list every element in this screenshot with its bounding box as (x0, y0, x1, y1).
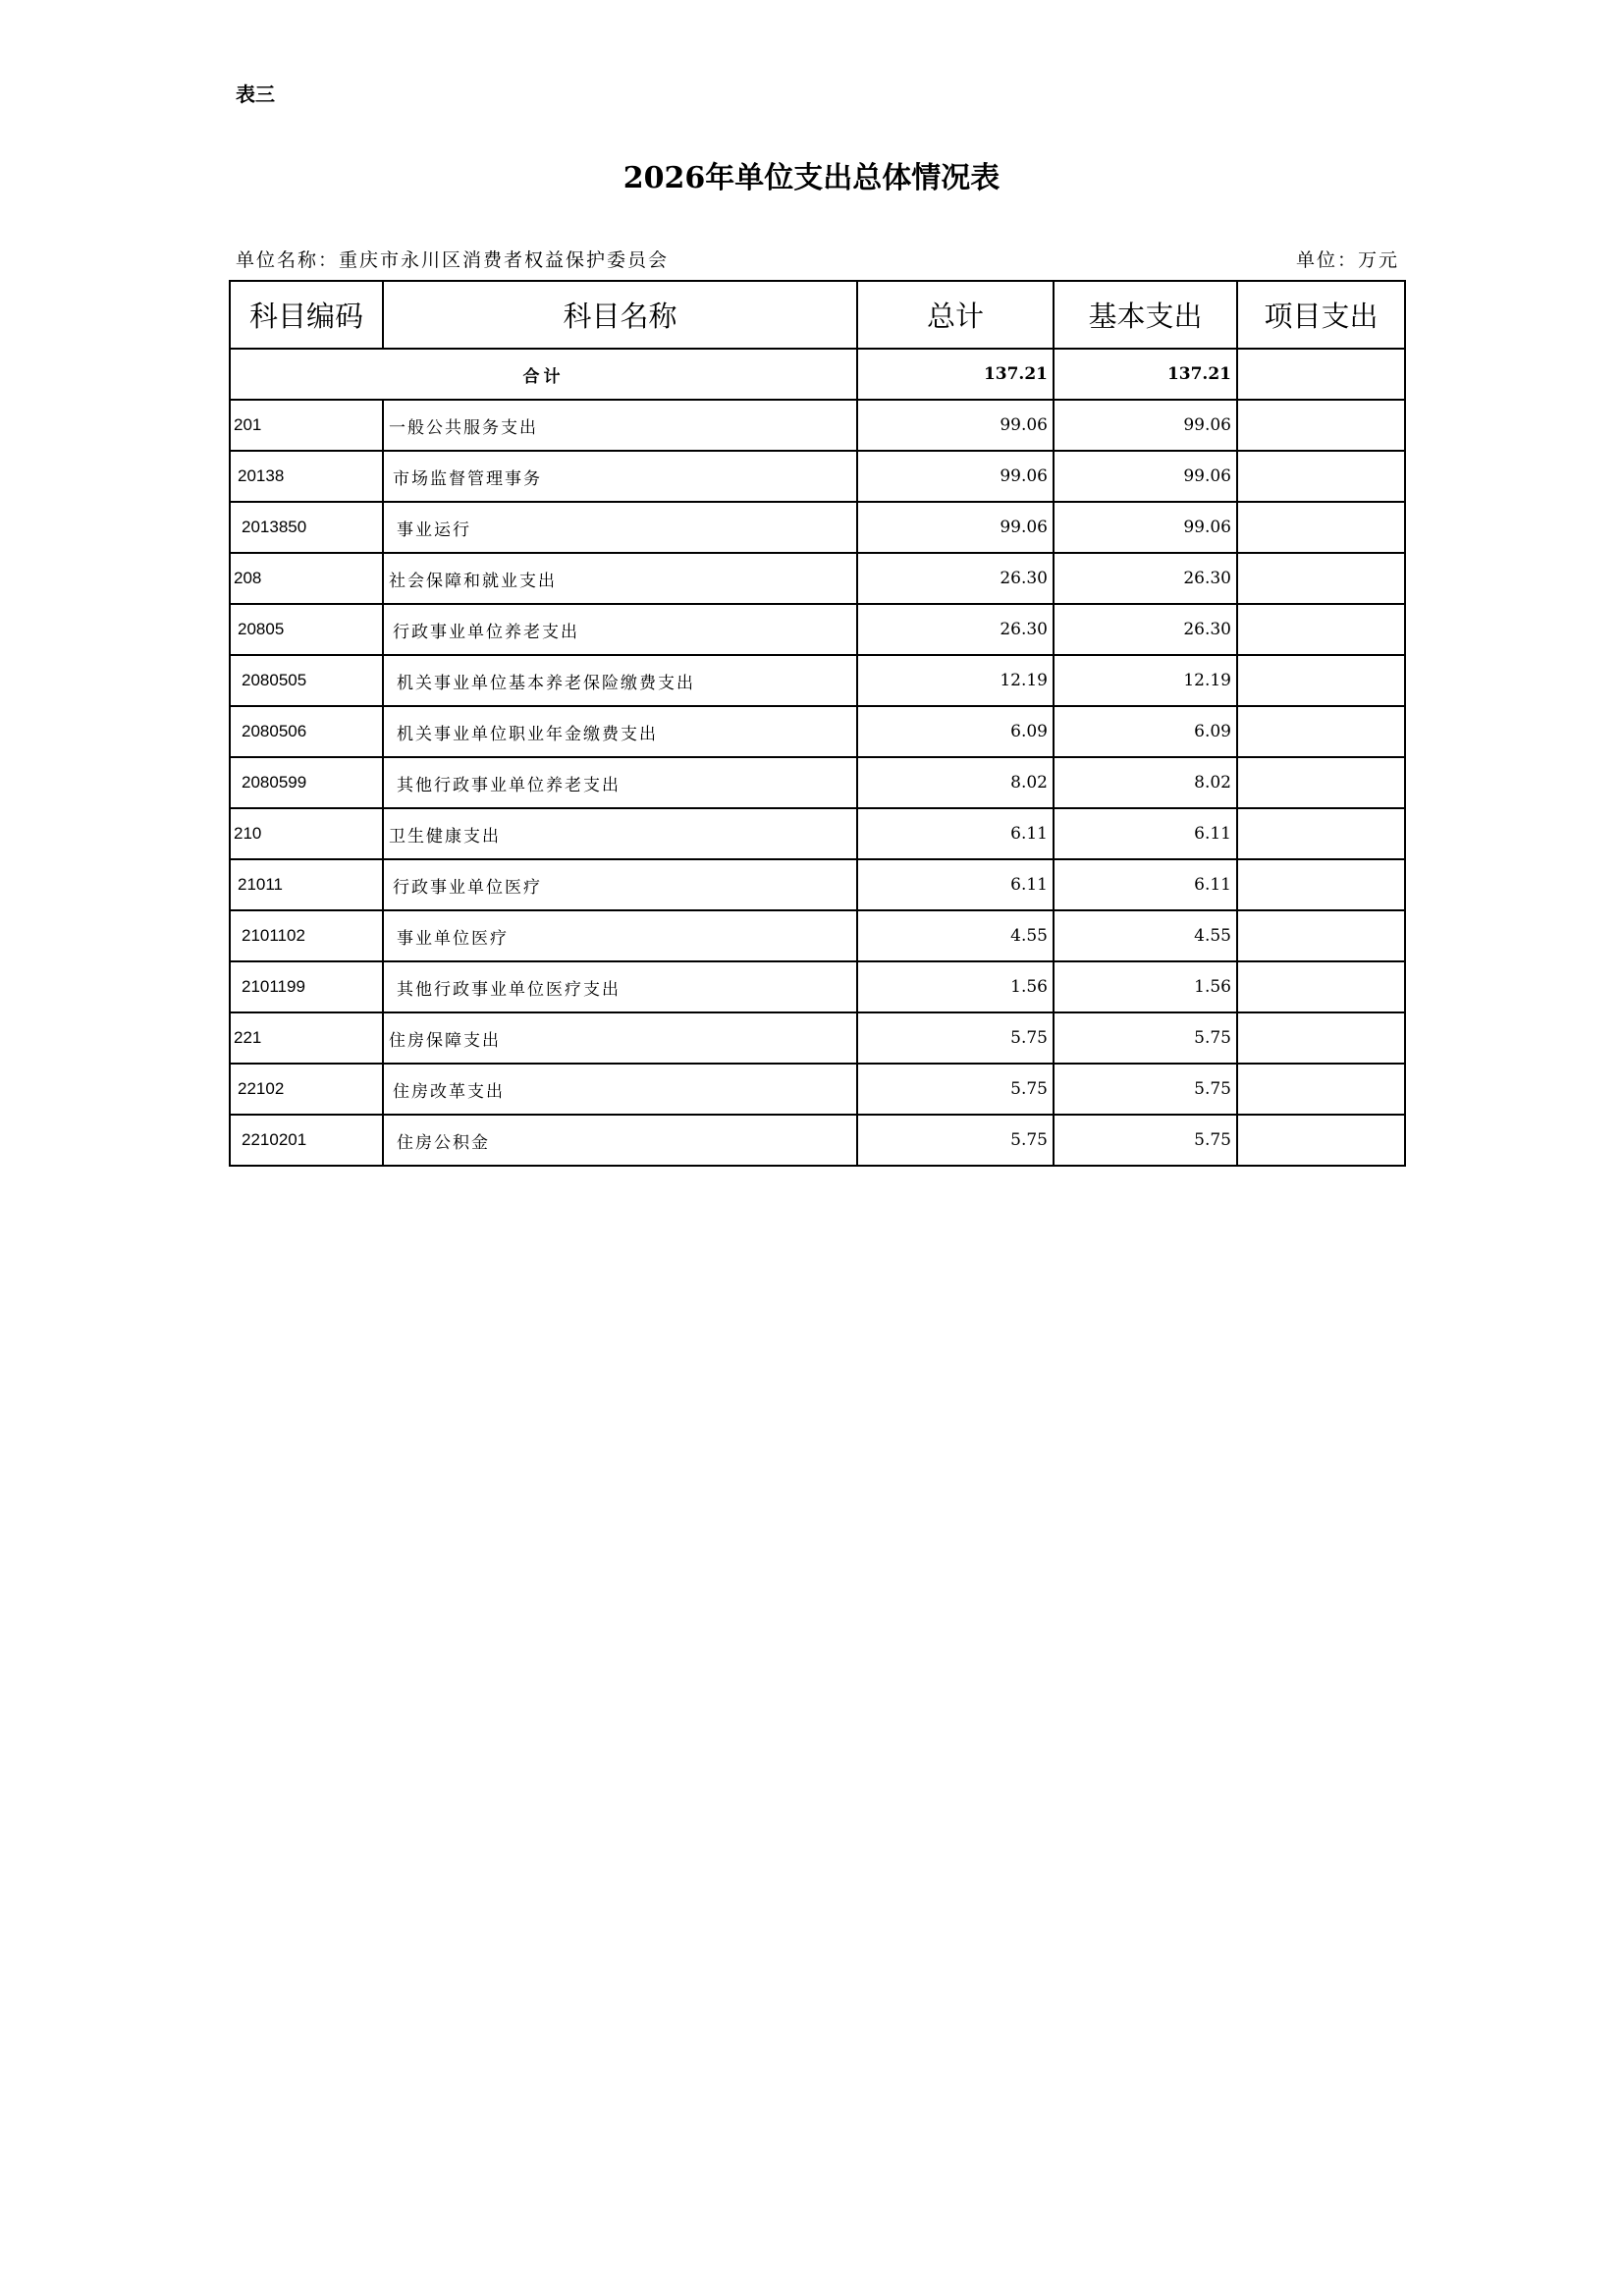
table-tag: 表三 (236, 82, 275, 106)
row-name: 住房改革支出 (383, 1064, 857, 1115)
row-basic: 1.56 (1054, 961, 1237, 1012)
row-project (1237, 1012, 1405, 1064)
row-project (1237, 961, 1405, 1012)
row-total: 5.75 (857, 1115, 1054, 1166)
header-name: 科目名称 (383, 281, 857, 349)
row-name: 事业单位医疗 (383, 910, 857, 961)
row-project (1237, 553, 1405, 604)
row-total: 26.30 (857, 553, 1054, 604)
unit-name-label: 单位名称：重庆市永川区消费者权益保护委员会 (236, 249, 670, 271)
row-name: 机关事业单位基本养老保险缴费支出 (383, 655, 857, 706)
row-basic: 12.19 (1054, 655, 1237, 706)
row-project (1237, 706, 1405, 757)
row-code: 2080506 (230, 706, 383, 757)
currency-unit-label: 单位：万元 (1295, 249, 1399, 271)
header-basic: 基本支出 (1054, 281, 1237, 349)
row-total: 99.06 (857, 400, 1054, 451)
summary-row (230, 349, 1405, 400)
document-title: 2026年单位支出总体情况表 (622, 161, 1001, 195)
table-row (230, 1012, 1405, 1064)
header-total: 总计 (857, 281, 1054, 349)
table-row (230, 553, 1405, 604)
row-project (1237, 451, 1405, 502)
table-row (230, 400, 1405, 451)
row-name: 卫生健康支出 (383, 808, 857, 859)
row-name: 事业运行 (383, 502, 857, 553)
row-code: 21011 (230, 859, 383, 910)
row-name: 一般公共服务支出 (383, 400, 857, 451)
row-total: 99.06 (857, 502, 1054, 553)
row-total: 4.55 (857, 910, 1054, 961)
row-code: 2013850 (230, 502, 383, 553)
table-row (230, 808, 1405, 859)
row-basic: 5.75 (1054, 1012, 1237, 1064)
row-project (1237, 655, 1405, 706)
table-row (230, 757, 1405, 808)
row-total: 99.06 (857, 451, 1054, 502)
row-project (1237, 808, 1405, 859)
table-row (230, 1115, 1405, 1166)
table-row (230, 502, 1405, 553)
table-row (230, 910, 1405, 961)
table-row (230, 604, 1405, 655)
row-name: 社会保障和就业支出 (383, 553, 857, 604)
row-project (1237, 502, 1405, 553)
row-name: 其他行政事业单位养老支出 (383, 757, 857, 808)
row-total: 12.19 (857, 655, 1054, 706)
table-row (230, 451, 1405, 502)
row-code: 20138 (230, 451, 383, 502)
row-basic: 99.06 (1054, 451, 1237, 502)
row-total: 6.11 (857, 808, 1054, 859)
row-project (1237, 859, 1405, 910)
row-name: 住房保障支出 (383, 1012, 857, 1064)
row-basic: 99.06 (1054, 400, 1237, 451)
row-name: 住房公积金 (383, 1115, 857, 1166)
row-code: 201 (230, 400, 383, 451)
row-basic: 5.75 (1054, 1064, 1237, 1115)
row-project (1237, 1064, 1405, 1115)
table-row (230, 859, 1405, 910)
table-row (230, 706, 1405, 757)
summary-basic: 137.21 (1054, 349, 1237, 400)
row-name: 市场监督管理事务 (383, 451, 857, 502)
table-row (230, 961, 1405, 1012)
row-basic: 6.09 (1054, 706, 1237, 757)
row-code: 221 (230, 1012, 383, 1064)
table-row (230, 655, 1405, 706)
row-basic: 26.30 (1054, 604, 1237, 655)
row-total: 1.56 (857, 961, 1054, 1012)
row-basic: 6.11 (1054, 808, 1237, 859)
row-basic: 26.30 (1054, 553, 1237, 604)
row-name: 行政事业单位养老支出 (383, 604, 857, 655)
row-code: 2080505 (230, 655, 383, 706)
row-total: 6.11 (857, 859, 1054, 910)
row-project (1237, 604, 1405, 655)
row-code: 2101199 (230, 961, 383, 1012)
row-name: 其他行政事业单位医疗支出 (383, 961, 857, 1012)
row-code: 22102 (230, 1064, 383, 1115)
row-project (1237, 400, 1405, 451)
header-code: 科目编码 (230, 281, 383, 349)
header-row (230, 281, 1405, 349)
row-total: 8.02 (857, 757, 1054, 808)
row-basic: 99.06 (1054, 502, 1237, 553)
row-basic: 8.02 (1054, 757, 1237, 808)
row-code: 2210201 (230, 1115, 383, 1166)
row-name: 行政事业单位医疗 (383, 859, 857, 910)
row-total: 5.75 (857, 1012, 1054, 1064)
row-basic: 5.75 (1054, 1115, 1237, 1166)
summary-project (1237, 349, 1405, 400)
expenditure-table (229, 280, 1406, 1167)
row-total: 26.30 (857, 604, 1054, 655)
row-total: 5.75 (857, 1064, 1054, 1115)
meta-row (236, 246, 1399, 275)
row-basic: 6.11 (1054, 859, 1237, 910)
row-name: 机关事业单位职业年金缴费支出 (383, 706, 857, 757)
summary-label: 合计 (230, 349, 857, 400)
row-code: 20805 (230, 604, 383, 655)
row-code: 208 (230, 553, 383, 604)
summary-total: 137.21 (857, 349, 1054, 400)
row-total: 6.09 (857, 706, 1054, 757)
row-code: 2101102 (230, 910, 383, 961)
row-code: 210 (230, 808, 383, 859)
row-project (1237, 910, 1405, 961)
header-project: 项目支出 (1237, 281, 1405, 349)
row-code: 2080599 (230, 757, 383, 808)
row-basic: 4.55 (1054, 910, 1237, 961)
row-project (1237, 1115, 1405, 1166)
table-row (230, 1064, 1405, 1115)
row-project (1237, 757, 1405, 808)
